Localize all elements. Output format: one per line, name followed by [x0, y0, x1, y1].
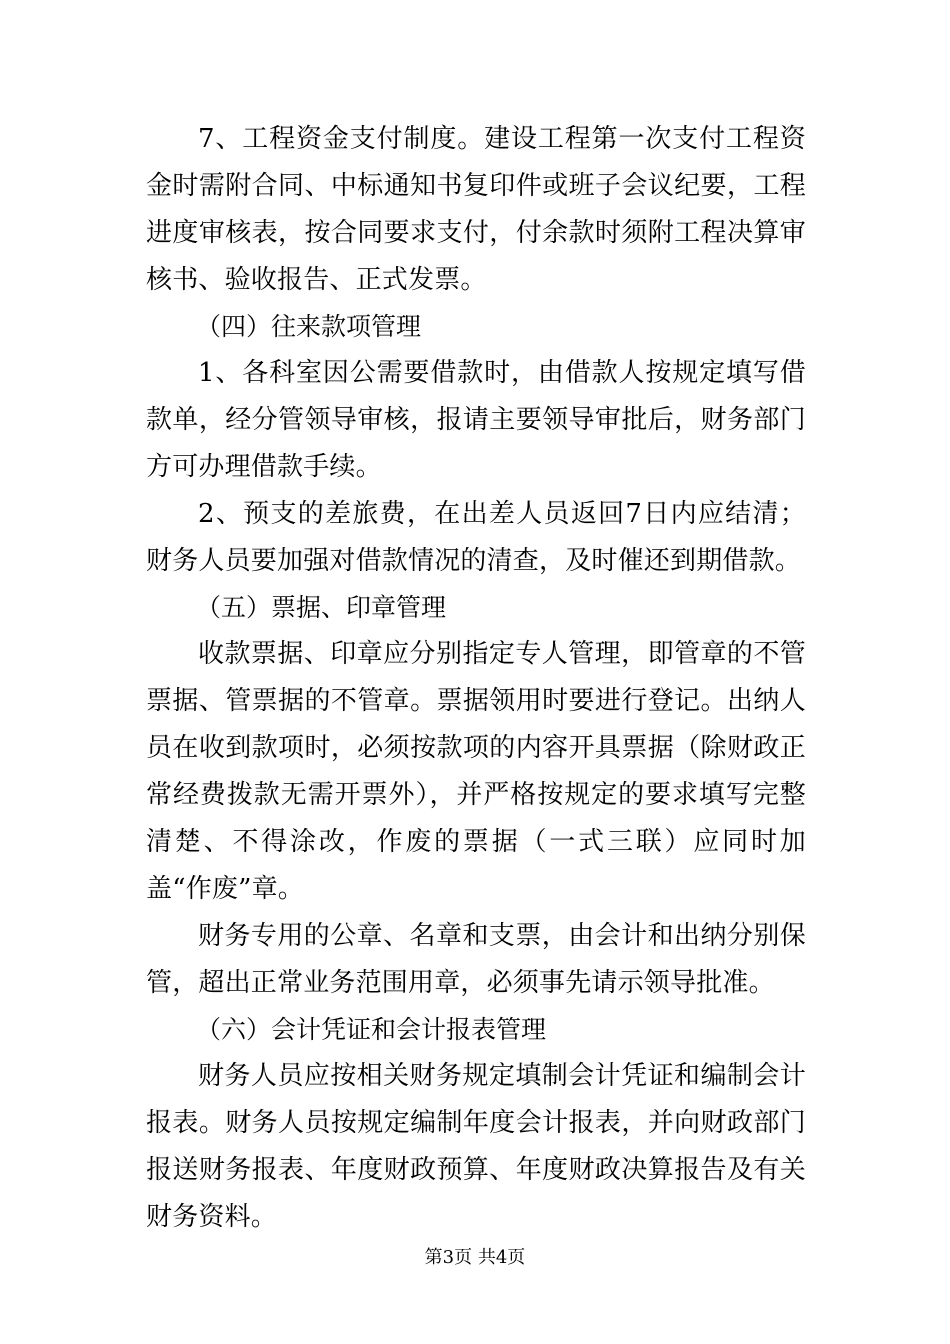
paragraph-travel-advance: 2、预支的差旅费，在出差人员返回7日内应结清；财务人员要加强对借款情况的清查，及时催还到期借款。 [146, 499, 806, 576]
section-heading-bills-seals: （五）票据、印章管理 [196, 593, 447, 622]
paragraph-accounting-reports: 财务人员应按相关财务规定填制会计凭证和编制会计报表。财务人员按规定编制年度会计报表，并向财政部门报送财务报表、年度财政预算、年度财政决算报告及有关财务资料。 [146, 1061, 806, 1232]
paragraph-payment-system: 7、工程资金支付制度。建设工程第一次支付工程资金时需附合同、中标通知书复印件或班子会议纪要，工程进度审核表，按合同要求支付，付余款时须附工程决算审核书、验收报告、正式发票。 [146, 124, 806, 295]
paragraph-seal-custody: 财务专用的公章、名章和支票，由会计和出纳分别保管，超出正常业务范围用章，必须事先请示领导批准。 [146, 921, 806, 998]
section-heading-vouchers-reports: （六）会计凭证和会计报表管理 [196, 1015, 547, 1044]
paragraph-bill-management: 收款票据、印章应分别指定专人管理，即管章的不管票据、管票据的不管章。票据领用时要进行登记。出纳人员在收到款项时，必须按款项的内容开具票据（除财政正常经费拨款无需开票外），并严格按规定的要求填写完整清楚、不得涂改，作废的票据（一式三联）应同时加盖“作废”章。 [146, 639, 806, 904]
page-number-footer: 第3页 共4页 [424, 1247, 526, 1268]
paragraph-loan-procedure: 1、各科室因公需要借款时，由借款人按规定填写借款单，经分管领导审核，报请主要领导审批后，财务部门方可办理借款手续。 [146, 358, 806, 482]
document-body [146, 116, 806, 1241]
section-heading-accounts: （四）往来款项管理 [196, 312, 422, 341]
